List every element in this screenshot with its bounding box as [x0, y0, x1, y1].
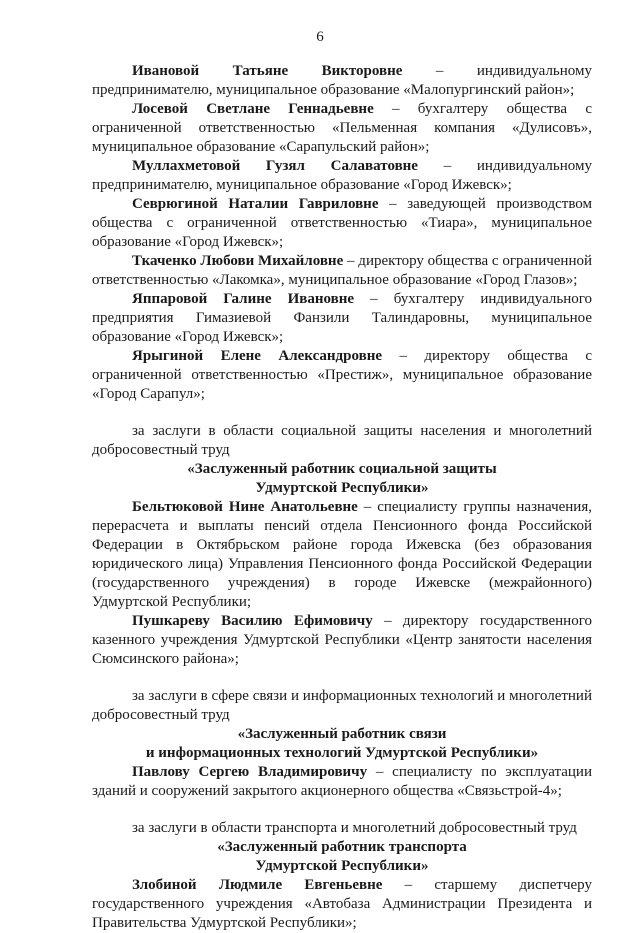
recipient-position: – бухгалтеру общества с ограниченной ответственностью «Пельменная компания «Дулисовъ», муниципальное образование «Сарапульский район»; [92, 101, 592, 155]
recipient-position: – заведующей производством общества с ограниченной ответственностью «Тиара», муниципальное образование «Город Ижевск»; [92, 196, 593, 250]
recipient-name: Пушкареву Василию Ефимовичу [132, 613, 373, 629]
award-entry [92, 252, 592, 290]
recipient-name: Севрюгиной Наталии Гавриловне [132, 196, 379, 212]
recipient-position: – директору общества с ограниченной ответственностью «Престиж», муниципальное образование «Город Сарапул»; [92, 348, 592, 402]
award-entry [92, 62, 592, 100]
award-entry [92, 498, 592, 612]
recipient-name: Лосевой Светлане Геннадьевне [132, 101, 374, 117]
recipient-name: Ткаченко Любови Михайловне [132, 253, 344, 269]
recipient-name: Муллахметовой Гузял Салаватовне [132, 158, 418, 174]
section-intro-transport: за заслуги в области транспорта и многолетний добросовестный труд [132, 820, 577, 836]
award-title-transport-line2: Удмуртской Республики» [255, 858, 429, 874]
award-entry [92, 612, 592, 669]
recipient-position: – бухгалтеру индивидуального предприятия Гимазиевой Фанзили Талиндаровны, муниципальное образование «Город Ижевск»; [92, 291, 592, 345]
award-entry [92, 763, 592, 801]
recipient-position: – индивидуальному предпринимателю, муниципальное образование «Малопургинский район»; [92, 63, 593, 98]
recipient-position: – директору общества с ограниченной ответственностью «Лакомка», муниципальное образование «Город Глазов»; [92, 253, 593, 288]
award-title-social-line2: Удмуртской Республики» [255, 480, 429, 496]
section-intro-social: за заслуги в области социальной защиты населения и многолетний добросовестный труд [92, 423, 592, 458]
recipient-position: – старшему диспетчеру государственного учреждения «Автобаза Администрации Президента и Правительства Удмуртской Республики»; [92, 877, 592, 931]
award-entry [92, 157, 592, 195]
recipient-name: Ярыгиной Елене Александровне [132, 348, 383, 364]
recipient-position: – директору государственного казенного учреждения Удмуртской Республики «Центр занятости населения Сюмсинского района»; [92, 613, 592, 667]
award-title-social-line1: «Заслуженный работник социальной защиты [187, 461, 497, 477]
recipient-name: Бельтюковой Нине Анатольевне [132, 499, 358, 515]
recipient-position: – специалисту по эксплуатации зданий и сооружений закрытого акционерного общества «Связьстрой-4»; [92, 764, 592, 799]
award-title-communication-line1: «Заслуженный работник связи [237, 726, 447, 742]
recipient-position: – индивидуальному предпринимателю, муниципальное образование «Город Ижевск»; [92, 158, 592, 193]
document-body [92, 62, 592, 933]
award-entry [92, 100, 592, 157]
recipient-name: Ивановой Татьяне Викторовне [132, 63, 403, 79]
award-entry [92, 347, 592, 404]
recipient-position: – специалисту группы назначения, перерасчета и выплаты пенсий отдела Пенсионного фонда Российской Федерации в Октябрьском районе города Ижевска (без образования юридического лица) Управления Пенсионного фонда Российской Федерации (государственного учреждения) в городе Ижевске (межрайонного) Удмуртской Республики; [92, 499, 592, 610]
award-entry [92, 290, 592, 347]
award-entry [92, 195, 592, 252]
section-intro-communication: за заслуги в сфере связи и информационных технологий и многолетний добросовестный труд [92, 688, 592, 723]
page-number: 6 [316, 29, 324, 45]
recipient-name: Злобиной Людмиле Евгеньевне [132, 877, 383, 893]
recipient-name: Павлову Сергею Владимировичу [132, 764, 368, 780]
award-title-transport-line1: «Заслуженный работник транспорта [217, 839, 467, 855]
recipient-name: Яппаровой Галине Ивановне [132, 291, 355, 307]
award-title-communication-line2: и информационных технологий Удмуртской Республики» [145, 745, 539, 761]
